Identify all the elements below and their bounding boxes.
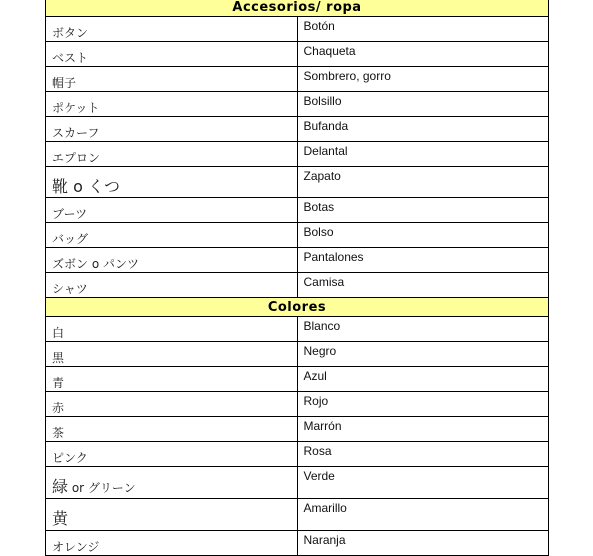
japanese-cell: ピンク [46, 442, 298, 467]
japanese-kana: or グリーン [68, 481, 136, 495]
section-header-colores [46, 298, 549, 317]
table-row [46, 17, 549, 42]
spanish-cell: Delantal [297, 142, 549, 167]
japanese-cell: 帽子 [46, 67, 298, 92]
japanese-kanji: 黄 [52, 509, 69, 528]
spanish-cell: Azul [297, 367, 549, 392]
spanish-cell: Naranja [297, 531, 549, 556]
table-row [46, 142, 549, 167]
table-row [46, 499, 549, 531]
section-title: Colores [46, 298, 549, 317]
japanese-cell: ズボン o パンツ [46, 248, 298, 273]
japanese-cell [46, 499, 298, 531]
japanese-cell: スカーフ [46, 117, 298, 142]
table-row [46, 167, 549, 198]
spanish-cell: Sombrero, gorro [297, 67, 549, 92]
table-row [46, 392, 549, 417]
japanese-cell: オレンジ [46, 531, 298, 556]
table-row [46, 442, 549, 467]
japanese-cell: 黒 [46, 342, 298, 367]
spanish-cell: Marrón [297, 417, 549, 442]
table-row [46, 417, 549, 442]
japanese-cell [46, 467, 298, 499]
table-row [46, 317, 549, 342]
table-row [46, 467, 549, 499]
japanese-cell: 青 [46, 367, 298, 392]
spanish-cell: Botón [297, 17, 549, 42]
japanese-cell: 赤 [46, 392, 298, 417]
japanese-cell: シャツ [46, 273, 298, 298]
japanese-cell [46, 167, 298, 198]
section-title: Accesorios/ ropa [46, 0, 549, 17]
spanish-cell: Chaqueta [297, 42, 549, 67]
table-row [46, 248, 549, 273]
table-row [46, 223, 549, 248]
spanish-cell: Amarillo [297, 499, 549, 531]
japanese-cell: エプロン [46, 142, 298, 167]
spanish-cell: Botas [297, 198, 549, 223]
spanish-cell: Bolsillo [297, 92, 549, 117]
spanish-cell: Bufanda [297, 117, 549, 142]
spanish-cell: Rojo [297, 392, 549, 417]
spanish-cell: Pantalones [297, 248, 549, 273]
japanese-cell: ボタン [46, 17, 298, 42]
table-row [46, 342, 549, 367]
section-header-accesorios [46, 0, 549, 17]
table-row [46, 531, 549, 556]
spanish-cell: Verde [297, 467, 549, 499]
table-row [46, 42, 549, 67]
japanese-text: 靴 o くつ [52, 177, 120, 196]
spanish-cell: Blanco [297, 317, 549, 342]
japanese-cell: 茶 [46, 417, 298, 442]
japanese-kanji: 緑 [52, 477, 69, 496]
japanese-cell: ポケット [46, 92, 298, 117]
spanish-cell: Camisa [297, 273, 549, 298]
table-row [46, 67, 549, 92]
table-row [46, 367, 549, 392]
table-row [46, 198, 549, 223]
table-row [46, 273, 549, 298]
japanese-cell: バッグ [46, 223, 298, 248]
table-row [46, 92, 549, 117]
spanish-cell: Negro [297, 342, 549, 367]
japanese-cell: ベスト [46, 42, 298, 67]
spanish-cell: Rosa [297, 442, 549, 467]
table-row [46, 117, 549, 142]
japanese-cell: 白 [46, 317, 298, 342]
spanish-cell: Zapato [297, 167, 549, 198]
japanese-cell: ブーツ [46, 198, 298, 223]
spanish-cell: Bolso [297, 223, 549, 248]
vocabulary-table [45, 0, 549, 556]
